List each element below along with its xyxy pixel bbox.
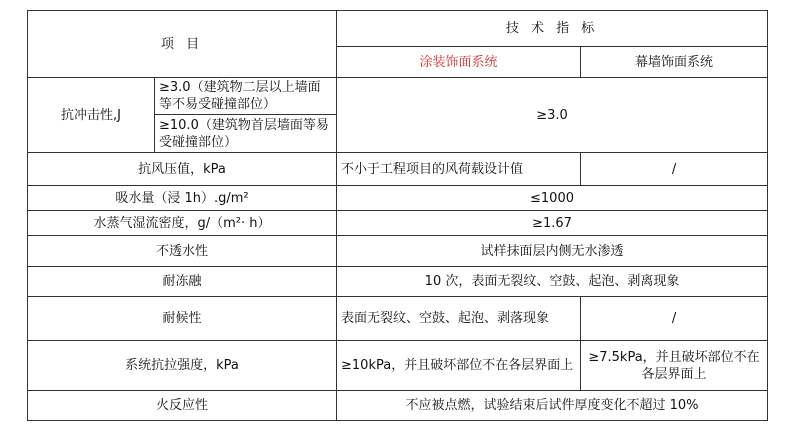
- water-absorption-row: [28, 186, 768, 211]
- header-tech-index: 技 术 指 标: [337, 11, 768, 47]
- tensile-curtain: ≥7.5kPa，并且破坏部位不在各层界面上: [581, 341, 768, 391]
- impermeability-row: [28, 236, 768, 267]
- wind-coating: 不小于工程项目的风荷载设计值: [337, 153, 581, 186]
- header-coating-system: 涂装饰面系统: [337, 47, 581, 78]
- freeze-thaw-row: [28, 267, 768, 297]
- weathering-row: [28, 297, 768, 341]
- weathering-coating: 表面无裂纹、空鼓、起泡、剥落现象: [337, 297, 581, 341]
- wind-curtain: /: [581, 153, 768, 186]
- impermeability-value: 试样抹面层内侧无水渗透: [337, 236, 768, 267]
- wind-row: [28, 153, 768, 186]
- impermeability-label: 不透水性: [28, 236, 337, 267]
- tensile-coating: ≥10kPa，并且破坏部位不在各层界面上: [337, 341, 581, 391]
- weathering-label: 耐候性: [28, 297, 337, 341]
- tensile-row: [28, 341, 768, 391]
- fire-row: [28, 391, 768, 421]
- vapor-value: ≥1.67: [337, 211, 768, 236]
- water-absorption-value: ≤1000: [337, 186, 768, 211]
- impact-sub-1: ≥3.0（建筑物二层以上墙面等不易受碰撞部位）: [155, 78, 337, 115]
- fire-value: 不应被点燃，试验结束后试件厚度变化不超过 10%: [337, 391, 768, 421]
- spec-table: [27, 10, 768, 421]
- wind-label: 抗风压值，kPa: [28, 153, 337, 186]
- freeze-thaw-value: 10 次，表面无裂纹、空鼓、起泡、剥离现象: [337, 267, 768, 297]
- freeze-thaw-label: 耐冻融: [28, 267, 337, 297]
- impact-row-1: [28, 78, 768, 115]
- impact-value: ≥3.0: [337, 78, 768, 153]
- weathering-curtain: /: [581, 297, 768, 341]
- header-row-1: [28, 11, 768, 47]
- fire-label: 火反应性: [28, 391, 337, 421]
- vapor-row: [28, 211, 768, 236]
- header-curtain-system: 幕墙饰面系统: [581, 47, 768, 78]
- impact-label: 抗冲击性,J: [28, 78, 155, 153]
- impact-sub-2: ≥10.0（建筑物首层墙面等易受碰撞部位）: [155, 115, 337, 153]
- header-item: 项 目: [28, 11, 337, 78]
- vapor-label: 水蒸气湿流密度，g/（m²· h）: [28, 211, 337, 236]
- tensile-label: 系统抗拉强度，kPa: [28, 341, 337, 391]
- water-absorption-label: 吸水量（浸 1h）.g/m²: [28, 186, 337, 211]
